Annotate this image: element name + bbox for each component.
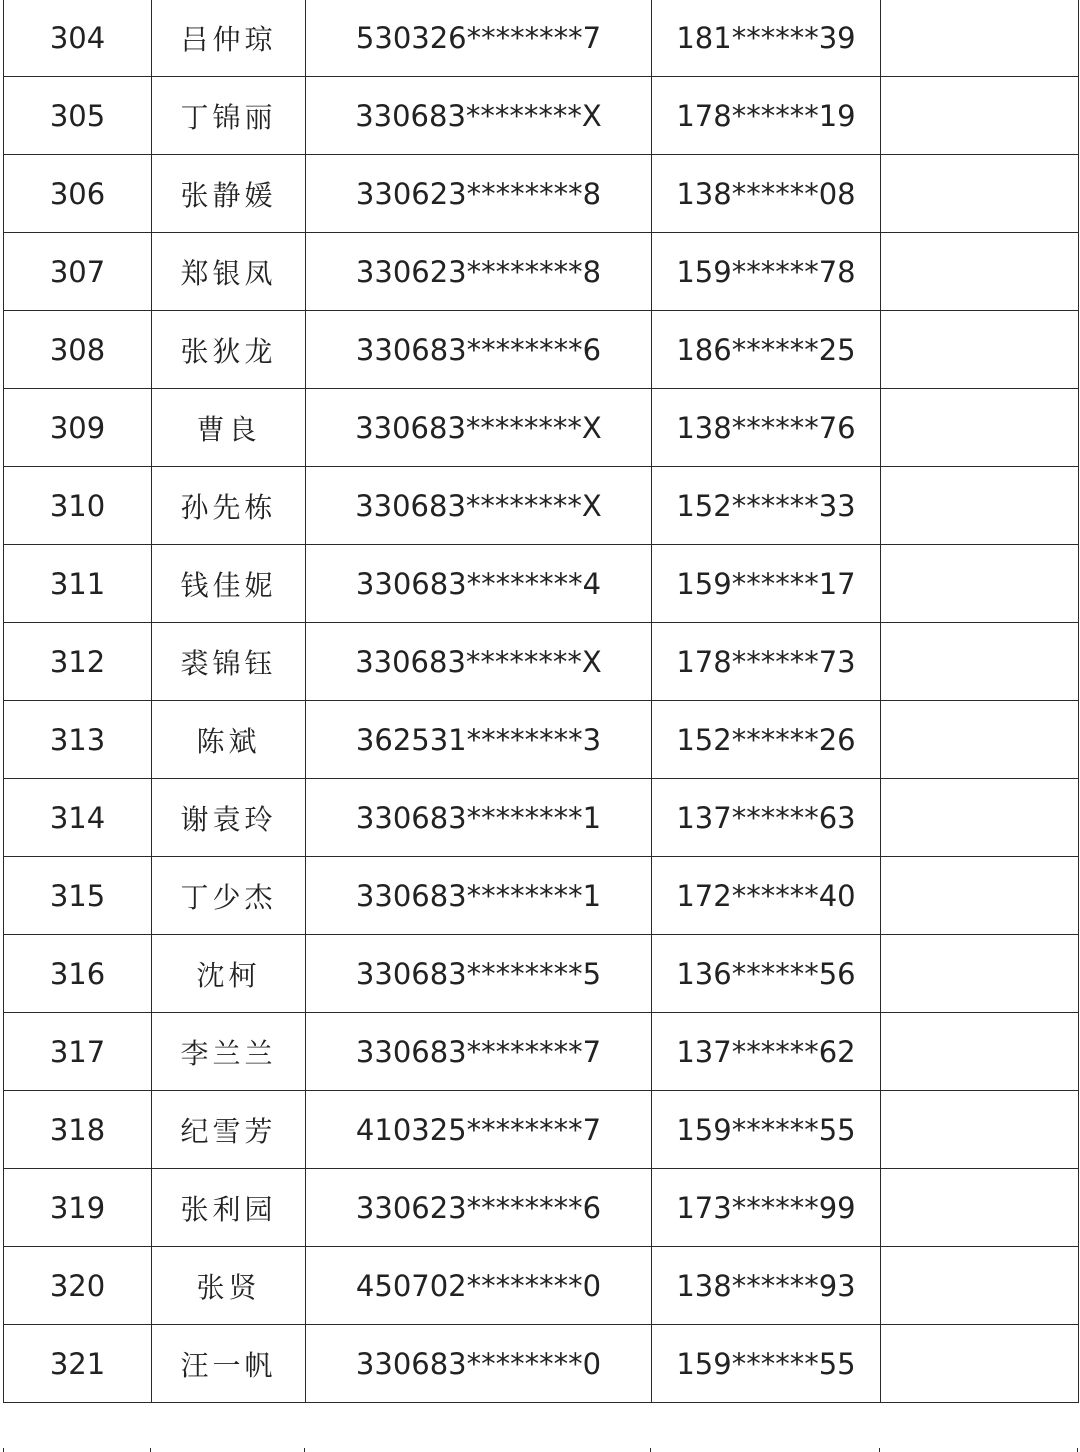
id-number-cell: 330683********X [306, 389, 652, 467]
name-cell: 吕仲琼 [152, 0, 306, 77]
name-cell: 张利园 [152, 1169, 306, 1247]
phone-cell: 152******33 [652, 467, 881, 545]
row-number-cell: 311 [4, 545, 152, 623]
name-cell: 丁少杰 [152, 857, 306, 935]
phone-cell: 137******62 [652, 1013, 881, 1091]
name-cell: 孙先栋 [152, 467, 306, 545]
table-row [4, 389, 1079, 467]
table-row [4, 467, 1079, 545]
note-cell [881, 155, 1079, 233]
table-row [4, 77, 1079, 155]
row-number-cell: 319 [4, 1169, 152, 1247]
name-cell: 丁锦丽 [152, 77, 306, 155]
note-cell [881, 1247, 1079, 1325]
row-number-cell: 320 [4, 1247, 152, 1325]
id-number-cell: 330683********4 [306, 545, 652, 623]
table-row [4, 0, 1079, 77]
note-cell [881, 779, 1079, 857]
id-number-cell: 330683********1 [306, 857, 652, 935]
name-cell: 张静媛 [152, 155, 306, 233]
row-number-cell: 321 [4, 1325, 152, 1403]
name-cell: 曹良 [152, 389, 306, 467]
id-number-cell: 330683********X [306, 623, 652, 701]
note-cell [881, 0, 1079, 77]
id-number-cell: 330623********6 [306, 1169, 652, 1247]
row-number-cell: 305 [4, 77, 152, 155]
table-row [4, 545, 1079, 623]
table-row [4, 1247, 1079, 1325]
note-cell [881, 701, 1079, 779]
table-row [4, 1325, 1079, 1403]
id-number-cell: 330623********8 [306, 233, 652, 311]
id-number-cell: 530326********7 [306, 0, 652, 77]
id-number-cell: 330683********6 [306, 311, 652, 389]
phone-cell: 136******56 [652, 935, 881, 1013]
row-number-cell: 315 [4, 857, 152, 935]
row-number-cell: 310 [4, 467, 152, 545]
phone-cell: 173******99 [652, 1169, 881, 1247]
id-number-cell: 330683********X [306, 77, 652, 155]
phone-cell: 159******78 [652, 233, 881, 311]
phone-cell: 138******08 [652, 155, 881, 233]
table-row [4, 1169, 1079, 1247]
table-row [4, 1091, 1079, 1169]
id-number-cell: 330683********7 [306, 1013, 652, 1091]
note-cell [881, 467, 1079, 545]
phone-cell: 138******76 [652, 389, 881, 467]
table-row [4, 701, 1079, 779]
phone-cell: 159******55 [652, 1091, 881, 1169]
note-cell [881, 1169, 1079, 1247]
name-cell: 李兰兰 [152, 1013, 306, 1091]
id-number-cell: 330623********8 [306, 155, 652, 233]
name-cell: 钱佳妮 [152, 545, 306, 623]
phone-cell: 137******63 [652, 779, 881, 857]
row-number-cell: 318 [4, 1091, 152, 1169]
table-row [4, 779, 1079, 857]
note-cell [881, 233, 1079, 311]
name-cell: 张贤 [152, 1247, 306, 1325]
phone-cell: 178******19 [652, 77, 881, 155]
note-cell [881, 311, 1079, 389]
table-row [4, 155, 1079, 233]
phone-cell: 152******26 [652, 701, 881, 779]
name-cell: 陈斌 [152, 701, 306, 779]
row-number-cell: 308 [4, 311, 152, 389]
id-number-cell: 450702********0 [306, 1247, 652, 1325]
phone-cell: 159******17 [652, 545, 881, 623]
table-row [4, 233, 1079, 311]
phone-cell: 138******93 [652, 1247, 881, 1325]
table-row [4, 935, 1079, 1013]
row-number-cell: 317 [4, 1013, 152, 1091]
name-cell: 郑银凤 [152, 233, 306, 311]
note-cell [881, 1325, 1079, 1403]
name-cell: 沈柯 [152, 935, 306, 1013]
note-cell [881, 545, 1079, 623]
row-number-cell: 316 [4, 935, 152, 1013]
phone-cell: 159******55 [652, 1325, 881, 1403]
note-cell [881, 77, 1079, 155]
roster-table [3, 0, 1079, 1403]
name-cell: 谢袁玲 [152, 779, 306, 857]
name-cell: 汪一帆 [152, 1325, 306, 1403]
row-number-cell: 309 [4, 389, 152, 467]
phone-cell: 181******39 [652, 0, 881, 77]
note-cell [881, 389, 1079, 467]
row-number-cell: 313 [4, 701, 152, 779]
id-number-cell: 362531********3 [306, 701, 652, 779]
note-cell [881, 623, 1079, 701]
id-number-cell: 330683********0 [306, 1325, 652, 1403]
note-cell [881, 1091, 1079, 1169]
phone-cell: 172******40 [652, 857, 881, 935]
roster-table-body [4, 0, 1079, 1403]
row-number-cell: 312 [4, 623, 152, 701]
table-row [4, 623, 1079, 701]
id-number-cell: 330683********X [306, 467, 652, 545]
table-row [4, 857, 1079, 935]
id-number-cell: 330683********5 [306, 935, 652, 1013]
row-number-cell: 306 [4, 155, 152, 233]
phone-cell: 178******73 [652, 623, 881, 701]
phone-cell: 186******25 [652, 311, 881, 389]
name-cell: 纪雪芳 [152, 1091, 306, 1169]
row-number-cell: 314 [4, 779, 152, 857]
id-number-cell: 330683********1 [306, 779, 652, 857]
row-number-cell: 304 [4, 0, 152, 77]
table-row [4, 1013, 1079, 1091]
note-cell [881, 935, 1079, 1013]
note-cell [881, 857, 1079, 935]
note-cell [881, 1013, 1079, 1091]
name-cell: 张狄龙 [152, 311, 306, 389]
table-row [4, 311, 1079, 389]
name-cell: 裘锦钰 [152, 623, 306, 701]
id-number-cell: 410325********7 [306, 1091, 652, 1169]
row-number-cell: 307 [4, 233, 152, 311]
next-row-border-stub [3, 1448, 1078, 1452]
